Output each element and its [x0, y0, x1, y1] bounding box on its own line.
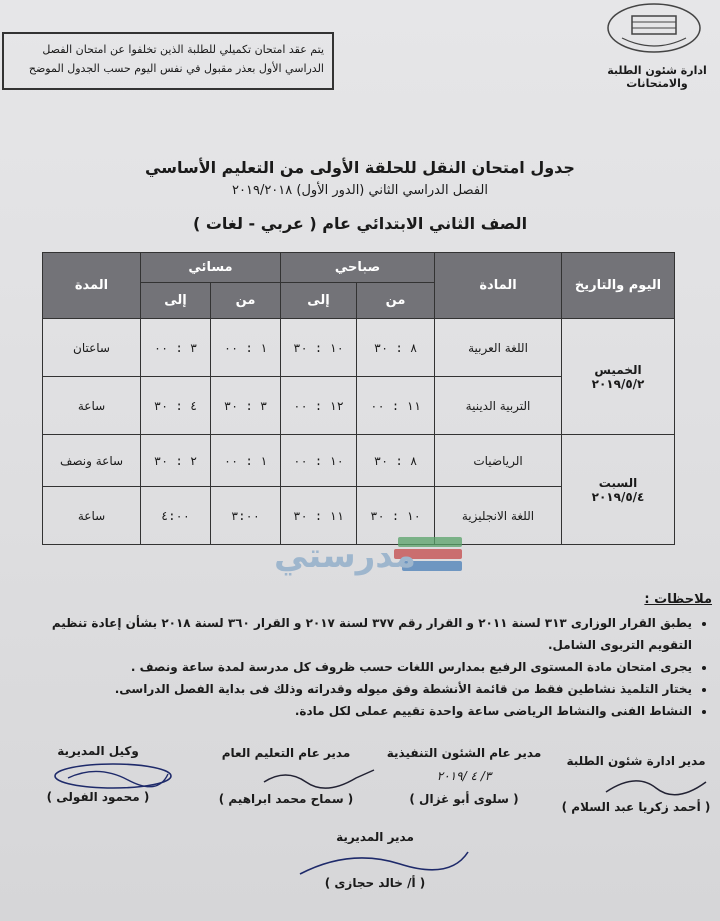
signature-date: ٣/ ٤ /٢٠١٩: [436, 769, 492, 783]
subject-cell: الرياضيات: [435, 435, 562, 487]
signature-block: [378, 746, 550, 806]
day-name: الخميس: [594, 362, 642, 377]
header-evening: مسائي: [141, 253, 281, 283]
signature-block: [280, 830, 470, 890]
signature-title: مدير عام التعليم العام: [221, 746, 351, 760]
table-row: [43, 435, 675, 487]
signature-name: ( أ/ خالد حجازى ): [324, 876, 426, 890]
signature-title: مدير ادارة شئون الطلبة: [566, 754, 706, 768]
note-item: • يختار التلميذ نشاطين فقط من قائمة الأنشطة وفق ميوله وقدراته وذلك فى بداية الفصل الدراسى.: [20, 678, 692, 700]
evening-to-cell: ٤:٠٠: [141, 487, 211, 545]
watermark-text: مدرستي: [274, 536, 416, 576]
signature-title: مدير عام الشئون التنفيذية: [386, 746, 542, 760]
department-name: ادارة شئون الطلبة والامتحانات: [607, 64, 707, 90]
subject-cell: اللغة الانجليزية: [435, 487, 562, 545]
header-evening-from: من: [211, 283, 281, 319]
header-evening-to: إلى: [141, 283, 211, 319]
term-title: الفصل الدراسي الثاني (الدور الأول) ٢٠١٩/٢٠١٨: [232, 183, 488, 198]
note-item: • يطبق القرار الوزارى ٣١٣ لسنة ٢٠١١ و القرار رقم ٣٧٧ لسنة ٢٠١٧ و القرار ٣٦٠ لسنة ٢٠١٨ بشأن إعادة تنظيم التقويم التربوى الشامل.: [20, 612, 692, 656]
header-morning: صباحي: [281, 253, 435, 283]
note-item: • النشاط الفنى والنشاط الرياضى ساعة واحدة تقييم عملى لكل مادة.: [20, 700, 692, 722]
handwritten-signature-icon: [596, 768, 716, 800]
handwritten-signature-icon: [256, 760, 376, 792]
day-date: ٢٠١٩/٥/٢: [591, 376, 645, 391]
schedule-title: جدول امتحان النقل للحلقة الأولى من التعليم الأساسي: [145, 158, 575, 177]
morning-to-cell: ١٢ : ٠٠: [281, 377, 357, 435]
signature-block: [196, 746, 376, 806]
morning-from-cell: ٨ : ٣٠: [357, 319, 435, 377]
evening-to-cell: ٣ : ٠٠: [141, 319, 211, 377]
notes-title: ملاحظات :: [644, 592, 712, 607]
duration-cell: ساعة ونصف: [43, 435, 141, 487]
duration-cell: ساعة: [43, 487, 141, 545]
ministry-emblem-icon: [602, 2, 706, 62]
handwritten-signature-icon: [290, 844, 470, 876]
evening-to-cell: ٢ : ٣٠: [141, 435, 211, 487]
makeup-exam-note: يتم عقد امتحان تكميلي للطلبة الذين تخلفوا عن امتحان الفصل الدراسي الأول بعذر مقبول في نفس اليوم حسب الجدول الموضح: [2, 32, 334, 90]
header-day: اليوم والتاريخ: [562, 253, 675, 319]
watermark-logo-icon: [268, 515, 474, 585]
morning-to-cell: ١١ : ٣٠: [281, 487, 357, 545]
notes-list: [20, 612, 710, 722]
signature-name: ( أحمد زكريا عبد السلام ): [561, 800, 711, 814]
morning-to-cell: ١٠ : ٠٠: [281, 435, 357, 487]
header-duration: المدة: [43, 253, 141, 319]
signature-name: ( سماح محمد ابراهيم ): [218, 792, 354, 806]
evening-from-cell: ١ : ٠٠: [211, 435, 281, 487]
morning-from-cell: ١١ : ٠٠: [357, 377, 435, 435]
duration-cell: ساعتان: [43, 319, 141, 377]
signature-name: ( محمود الفولى ): [46, 790, 150, 804]
evening-from-cell: ٣:٠٠: [211, 487, 281, 545]
note-item: • يجرى امتحان مادة المستوى الرفيع بمدارس اللغات حسب ظروف كل مدرسة لمدة ساعة ونصف .: [20, 656, 692, 678]
subject-cell: التربية الدينية: [435, 377, 562, 435]
header-subject: المادة: [435, 253, 562, 319]
evening-to-cell: ٤ : ٣٠: [141, 377, 211, 435]
exam-schedule-table: [42, 252, 675, 545]
evening-from-cell: ١ : ٠٠: [211, 319, 281, 377]
header-morning-to: إلى: [281, 283, 357, 319]
grade-title: الصف الثاني الابتدائي عام ( عربي - لغات ): [192, 214, 528, 233]
table-row: [43, 319, 675, 377]
day-cell: [562, 435, 675, 545]
day-name: السبت: [598, 475, 638, 490]
signature-block: [18, 744, 178, 804]
morning-from-cell: ٨ : ٣٠: [357, 435, 435, 487]
signature-name: ( سلوى أبو غزال ): [409, 792, 519, 806]
signature-title: مدير المديرية: [336, 830, 414, 844]
subject-cell: اللغة العربية: [435, 319, 562, 377]
day-date: ٢٠١٩/٥/٤: [591, 489, 645, 504]
duration-cell: ساعة: [43, 377, 141, 435]
signature-block: [556, 754, 716, 814]
morning-from-cell: ١٠ : ٣٠: [357, 487, 435, 545]
morning-to-cell: ١٠ : ٣٠: [281, 319, 357, 377]
header-morning-from: من: [357, 283, 435, 319]
day-cell: [562, 319, 675, 435]
handwritten-signature-icon: [48, 758, 178, 790]
evening-from-cell: ٣ : ٣٠: [211, 377, 281, 435]
signature-title: وكيل المديرية: [57, 744, 139, 758]
